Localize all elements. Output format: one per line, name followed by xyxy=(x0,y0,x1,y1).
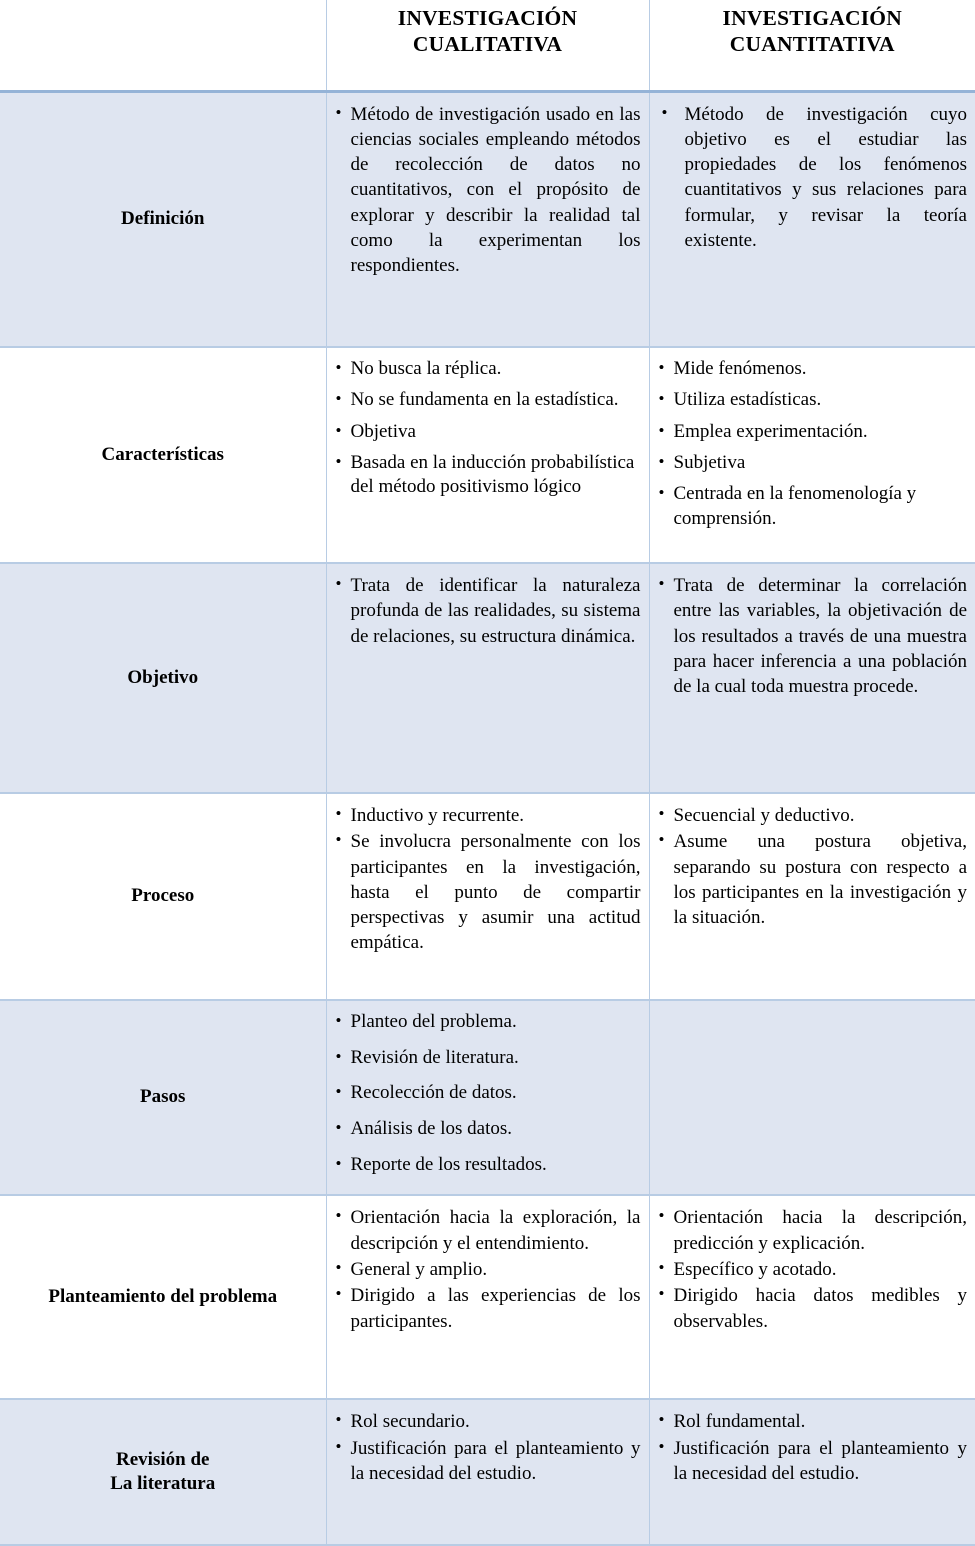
cell-revision-quantitative xyxy=(649,1399,975,1545)
bullet-item: • Trata de identificar la naturaleza profunda de las realidades, su sistema de relaciones, su estructura dinámica. xyxy=(335,573,641,649)
bullet-item: • General y amplio. xyxy=(335,1257,641,1282)
bullet-list xyxy=(335,573,641,649)
bullet-item: • Dirigido hacia datos medibles y observables. xyxy=(658,1283,968,1334)
header-cell-qualitative xyxy=(326,0,649,91)
header-qualitative-line1: INVESTIGACIÓN xyxy=(397,6,578,30)
bullet-item: • No busca la réplica. xyxy=(335,357,641,381)
row-label-line: Proceso xyxy=(131,885,195,907)
bullet-item: • Recolección de datos. xyxy=(335,1081,641,1106)
header-quantitative-line1: INVESTIGACIÓN xyxy=(722,6,902,30)
bullet-item: • Se involucra personalmente con los participantes en la investigación, hasta el punto de compartir perspectivas y asumir una actitud empática. xyxy=(335,829,641,955)
row-label-line: Revisión de xyxy=(116,1448,210,1470)
bullet-item: • Específico y acotado. xyxy=(658,1257,968,1282)
cell-planteamiento-quantitative xyxy=(649,1195,975,1399)
bullet-list xyxy=(658,357,968,531)
bullet-item: • Justificación para el planteamiento y la necesidad del estudio. xyxy=(658,1436,968,1487)
bullet-list xyxy=(658,1409,968,1486)
header-quantitative-line2: CUANTITATIVA xyxy=(729,32,895,57)
row-label-line: Pasos xyxy=(140,1086,186,1108)
row-label-revision xyxy=(0,1399,326,1545)
bullet-item: • Basada en la inducción probabilística del método positivismo lógico xyxy=(335,451,641,500)
bullet-list xyxy=(335,102,641,279)
cell-planteamiento-qualitative xyxy=(326,1195,649,1399)
header-qualitative-line2: CUALITATIVA xyxy=(412,32,563,57)
bullet-item: • Subjetiva xyxy=(658,451,968,475)
row-label-line: Definición xyxy=(121,207,205,229)
bullet-item: • Rol secundario. xyxy=(335,1409,641,1434)
bullet-item: • Secuencial y deductivo. xyxy=(658,803,968,828)
bullet-item: • No se fundamenta en la estadística. xyxy=(335,388,641,412)
bullet-item: • Inductivo y recurrente. xyxy=(335,803,641,828)
row-label-caracteristicas xyxy=(0,347,326,563)
bullet-list xyxy=(335,357,641,500)
bullet-item: • Planteo del problema. xyxy=(335,1010,641,1035)
bullet-item: • Orientación hacia la descripción, predicción y explicación. xyxy=(658,1205,968,1256)
bullet-item: • Trata de determinar la correlación entre las variables, la objetivación de los resultados a través de una muestra para hacer inferencia a una población de la cual toda muestra procede. xyxy=(658,573,968,699)
header-cell-quantitative xyxy=(649,0,975,91)
table-row xyxy=(0,563,975,793)
table-row xyxy=(0,1195,975,1399)
bullet-item: • Análisis de los datos. xyxy=(335,1117,641,1142)
cell-objetivo-qualitative xyxy=(326,563,649,793)
bullet-list xyxy=(335,1409,641,1486)
bullet-item: • Revisión de literatura. xyxy=(335,1046,641,1071)
cell-caracteristicas-qualitative xyxy=(326,347,649,563)
row-label-definicion xyxy=(0,91,326,347)
table-row xyxy=(0,91,975,347)
bullet-item: • Utiliza estadísticas. xyxy=(658,388,968,412)
bullet-list xyxy=(335,803,641,956)
header-cell-empty xyxy=(0,0,326,91)
bullet-item: • Método de investigación cuyo objetivo es el estudiar las propiedades de los fenómenos cuantitativos y sus relaciones para formular, y revisar la teoría existente. xyxy=(658,102,968,254)
header-row xyxy=(0,0,975,91)
cell-objetivo-quantitative xyxy=(649,563,975,793)
row-label-line: Planteamiento del problema xyxy=(48,1286,278,1308)
table-head xyxy=(0,0,975,91)
bullet-list xyxy=(658,803,968,930)
bullet-item: • Reporte de los resultados. xyxy=(335,1153,641,1178)
cell-caracteristicas-quantitative xyxy=(649,347,975,563)
row-label-line: Características xyxy=(101,443,224,465)
table-body xyxy=(0,91,975,1545)
bullet-item: • Emplea experimentación. xyxy=(658,420,968,444)
cell-definicion-qualitative xyxy=(326,91,649,347)
bullet-item: • Justificación para el planteamiento y la necesidad del estudio. xyxy=(335,1436,641,1487)
table-row xyxy=(0,793,975,1000)
bullet-list xyxy=(658,102,968,254)
bullet-item: • Método de investigación usado en las ciencias sociales empleando métodos de recolección de datos no cuantitativos, con el propósito de explorar y describir la realidad tal como la experimentan los respondientes. xyxy=(335,102,641,279)
table-row xyxy=(0,1399,975,1545)
row-label-pasos xyxy=(0,1000,326,1195)
cell-pasos-quantitative xyxy=(649,1000,975,1195)
cell-revision-qualitative xyxy=(326,1399,649,1545)
cell-proceso-quantitative xyxy=(649,793,975,1000)
row-label-objetivo xyxy=(0,563,326,793)
row-label-planteamiento xyxy=(0,1195,326,1399)
bullet-item: • Mide fenómenos. xyxy=(658,357,968,381)
row-label-line: Objetivo xyxy=(127,666,199,688)
bullet-item: • Centrada en la fenomenología y comprensión. xyxy=(658,482,968,531)
bullet-item: • Asume una postura objetiva, separando su postura con respecto a los participantes en la investigación y la situación. xyxy=(658,829,968,930)
bullet-item: • Objetiva xyxy=(335,420,641,444)
bullet-list xyxy=(335,1010,641,1177)
bullet-list xyxy=(658,573,968,699)
bullet-item: • Orientación hacia la exploración, la descripción y el entendimiento. xyxy=(335,1205,641,1256)
table-row xyxy=(0,1000,975,1195)
bullet-list xyxy=(658,1205,968,1333)
cell-definicion-quantitative xyxy=(649,91,975,347)
row-label-proceso xyxy=(0,793,326,1000)
bullet-item: • Dirigido a las experiencias de los participantes. xyxy=(335,1283,641,1334)
bullet-item: • Rol fundamental. xyxy=(658,1409,968,1434)
row-label-line: La literatura xyxy=(110,1473,216,1495)
table-row xyxy=(0,347,975,563)
cell-proceso-qualitative xyxy=(326,793,649,1000)
cell-pasos-qualitative xyxy=(326,1000,649,1195)
bullet-list xyxy=(335,1205,641,1333)
